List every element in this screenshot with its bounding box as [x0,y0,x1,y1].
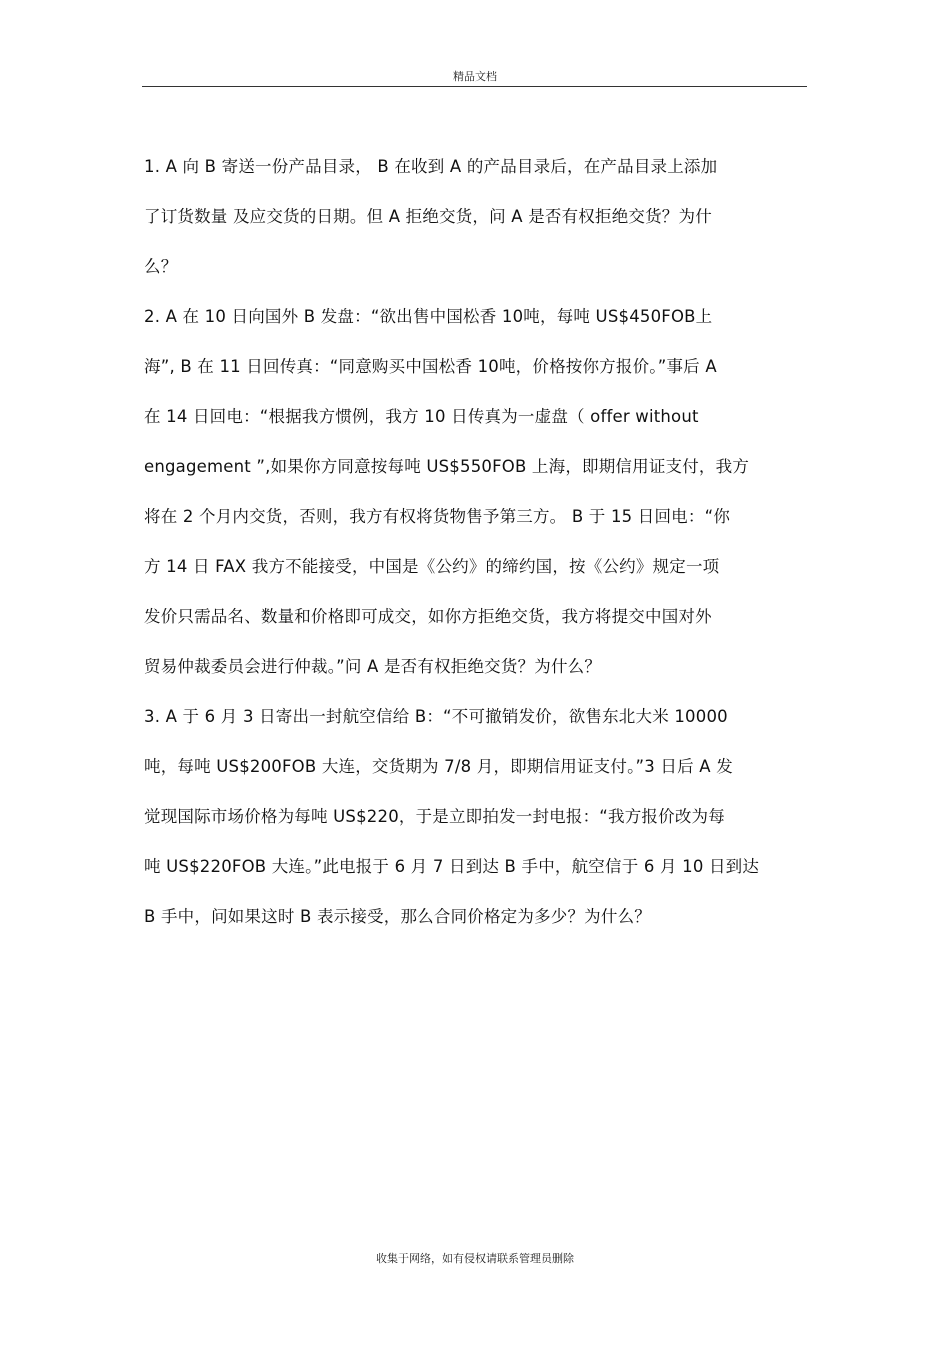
page-header-label: 精品文档 [453,70,497,83]
text-line: 发价只需品名、数量和价格即可成交，如你方拒绝交货，我方将提交中国对外 [144,607,712,626]
text-line: 吨，每吨 US$200FOB 大连，交货期为 7/8 月，即期信用证支付。”3 日后 A 发 [144,757,733,776]
text-line: 觉现国际市场价格为每吨 US$220，于是立即拍发一封电报：“我方报价改为每 [144,807,725,826]
text-line: 贸易仲裁委员会进行仲裁。”问 A 是否有权拒绝交货？为什么？ [144,657,602,676]
text-line: 了订货数量 及应交货的日期。但 A 拒绝交货，问 A 是否有权拒绝交货？为什 [144,207,712,226]
text-line: 在 14 日回电：“根据我方惯例，我方 10 日传真为一虚盘（ offer without [144,407,699,426]
text-line: B 手中，问如果这时 B 表示接受，那么合同价格定为多少？为什么？ [144,907,651,926]
header-divider [142,86,807,87]
text-line: engagement ”,如果你方同意按每吨 US$550FOB 上海，即期信用证支付，我方 [144,457,750,476]
document-body [144,150,814,950]
text-line: 海”, B 在 11 日回传真：“同意购买中国松香 10吨，价格按你方报价。”事后 A [144,357,717,376]
text-line: 么？ [144,257,178,276]
text-line: 吨 US$220FOB 大连。”此电报于 6 月 7 日到达 B 手中，航空信于 6 月 10 日到达 [144,857,760,876]
text-line: 1. A 向 B 寄送一份产品目录， B 在收到 A 的产品目录后，在产品目录上添加 [144,157,718,176]
page-footer-label: 收集于网络，如有侵权请联系管理员删除 [376,1252,574,1265]
text-line: 2. A 在 10 日向国外 B 发盘：“欲出售中国松香 10吨，每吨 US$450FOB上 [144,307,713,326]
text-line: 3. A 于 6 月 3 日寄出一封航空信给 B：“不可撤销发价，欲售东北大米 10000 [144,707,728,726]
text-line: 方 14 日 FAX 我方不能接受，中国是《公约》的缔约国，按《公约》规定一项 [144,557,720,576]
text-line: 将在 2 个月内交货，否则，我方有权将货物售予第三方。 B 于 15 日回电：“你 [144,507,731,526]
